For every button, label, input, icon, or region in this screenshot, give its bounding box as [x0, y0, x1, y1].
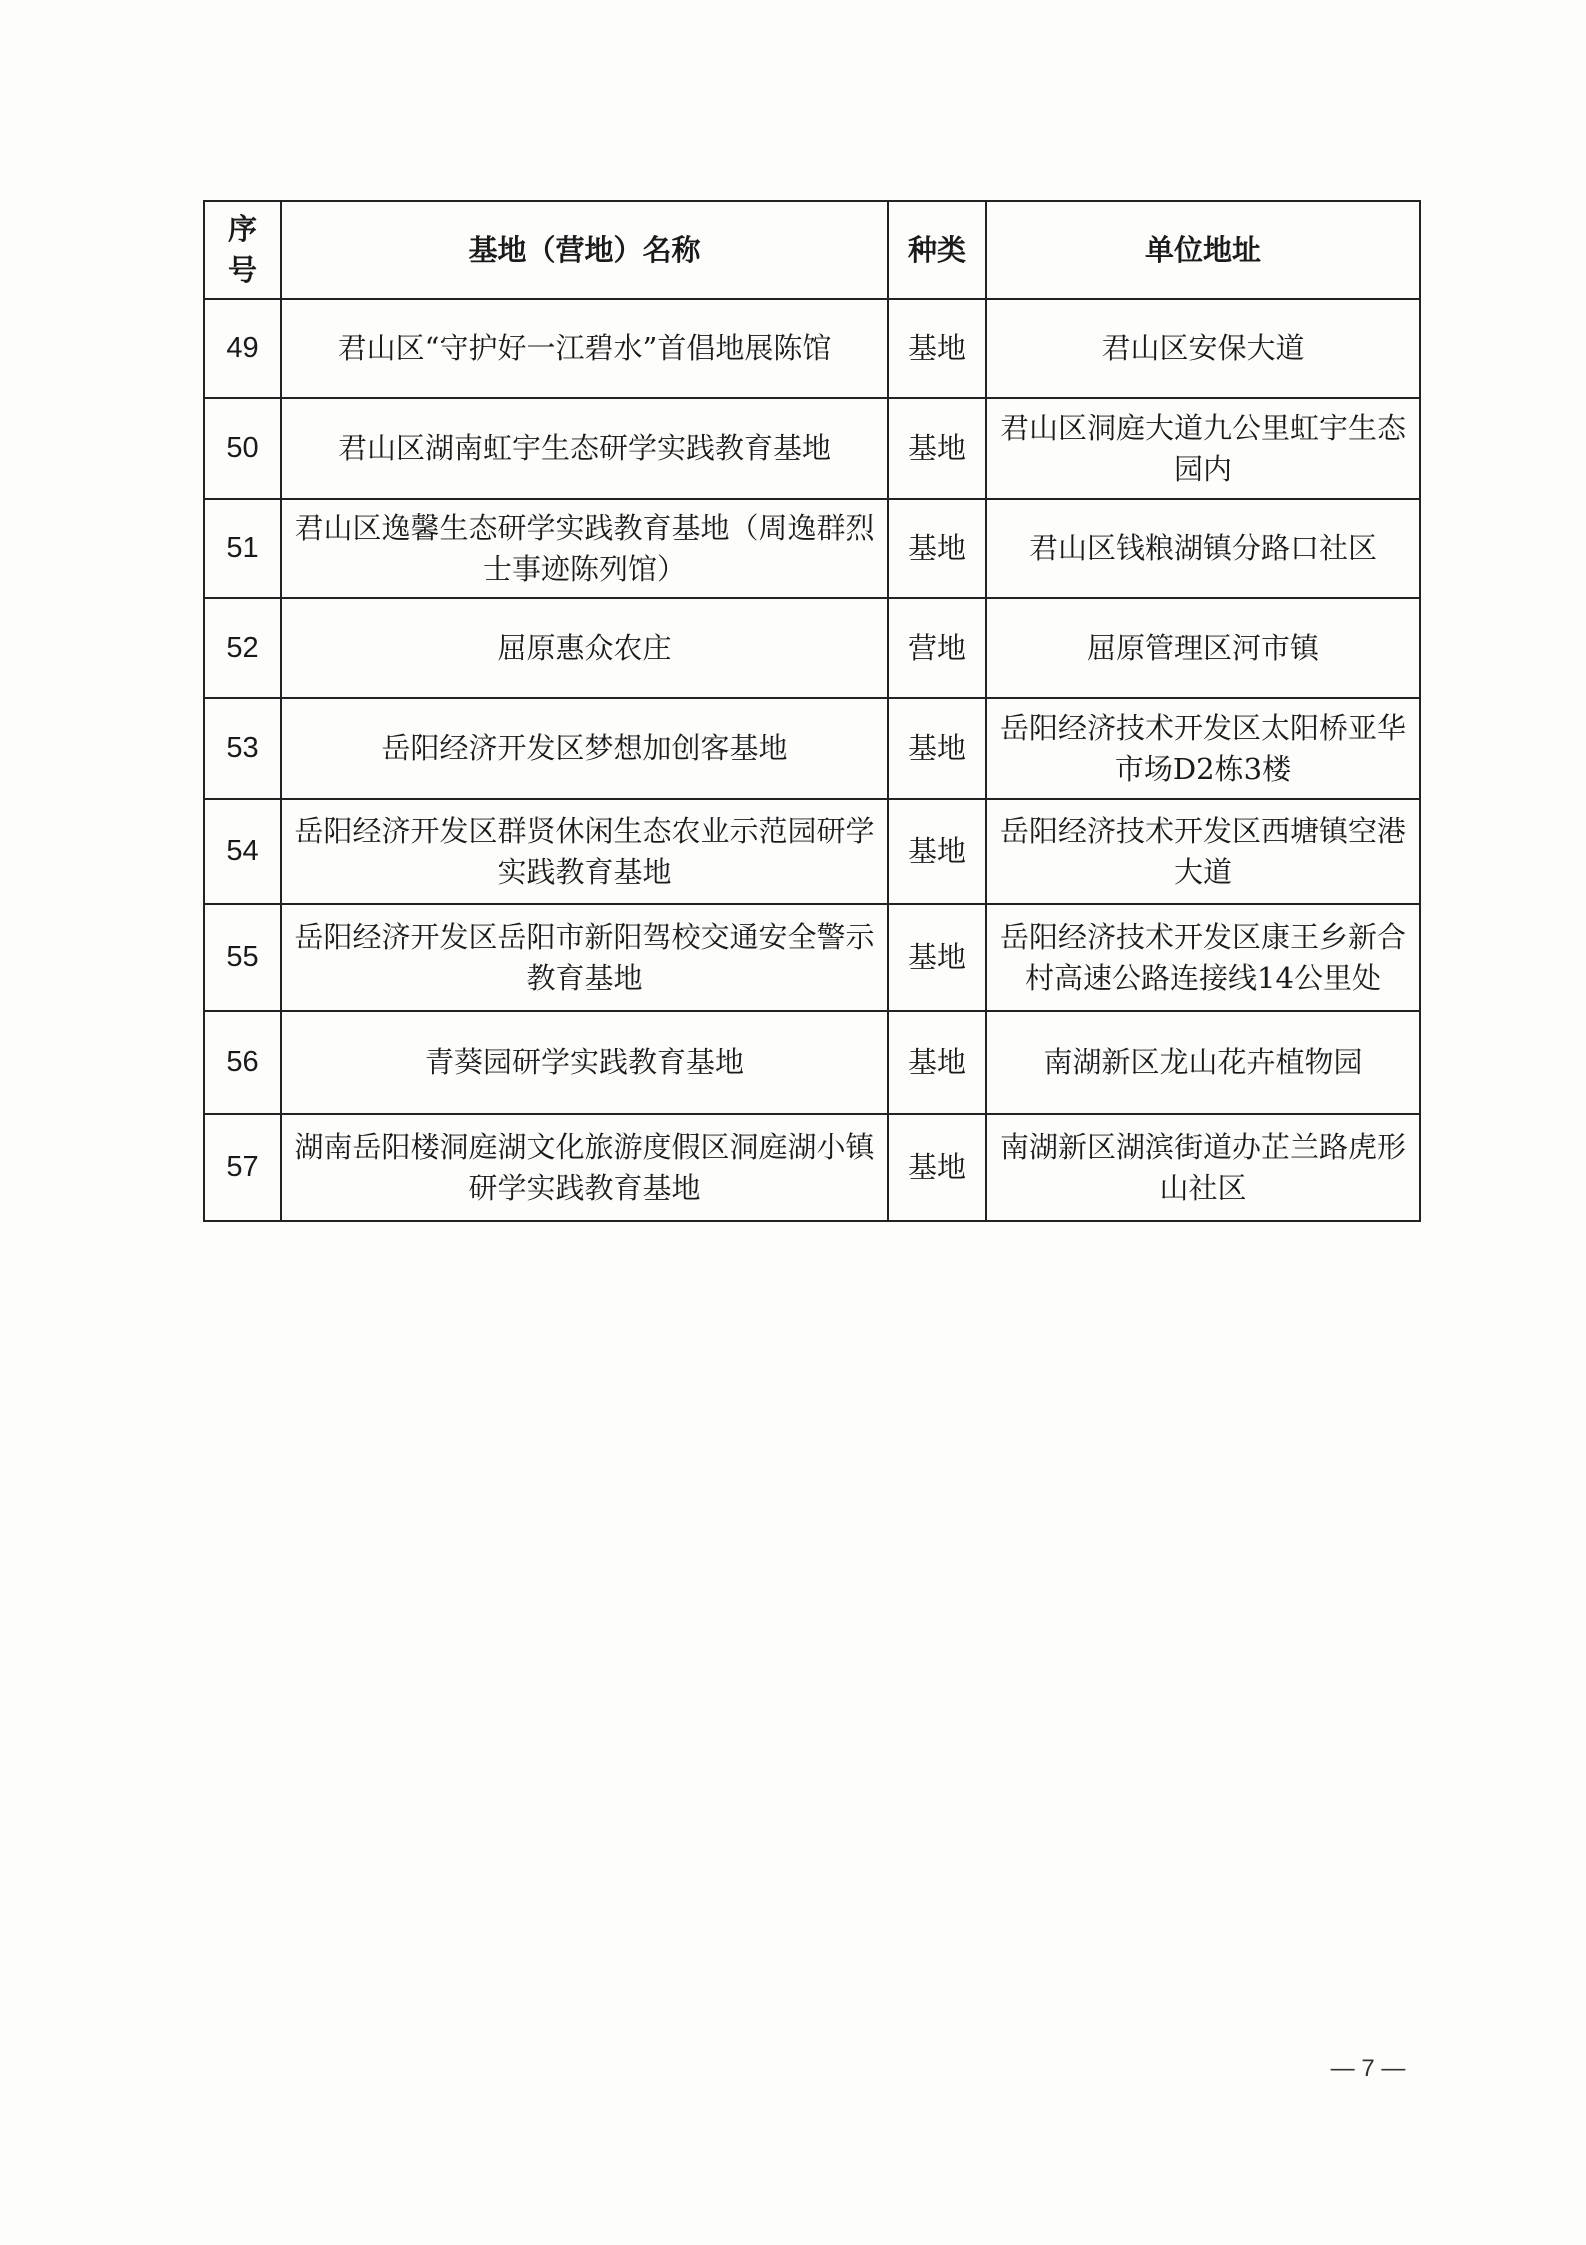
row-num: 57: [204, 1114, 281, 1221]
row-num: 53: [204, 698, 281, 799]
table-row: [204, 1011, 1420, 1114]
row-name: 岳阳经济开发区群贤休闲生态农业示范园研学实践教育基地: [281, 799, 888, 904]
header-address: 单位地址: [986, 201, 1420, 299]
table-row: [204, 799, 1420, 904]
row-num: 55: [204, 904, 281, 1011]
row-address: 南湖新区龙山花卉植物园: [986, 1011, 1420, 1114]
table-row: [204, 499, 1420, 598]
table-row: [204, 398, 1420, 499]
table-row: [204, 1114, 1420, 1221]
table-row: [204, 598, 1420, 698]
row-type: 基地: [888, 799, 986, 904]
row-type: 营地: [888, 598, 986, 698]
row-address: 屈原管理区河市镇: [986, 598, 1420, 698]
row-type: 基地: [888, 499, 986, 598]
row-type: 基地: [888, 1114, 986, 1221]
row-num: 50: [204, 398, 281, 499]
row-num: 52: [204, 598, 281, 698]
base-list-table: [203, 200, 1421, 1222]
table-row: [204, 904, 1420, 1011]
row-address: 南湖新区湖滨街道办芷兰路虎形山社区: [986, 1114, 1420, 1221]
row-type: 基地: [888, 299, 986, 398]
row-address: 岳阳经济技术开发区太阳桥亚华市场D2栋3楼: [986, 698, 1420, 799]
row-num: 54: [204, 799, 281, 904]
page-number: — 7 —: [1330, 2055, 1406, 2082]
row-name: 君山区逸馨生态研学实践教育基地（周逸群烈士事迹陈列馆）: [281, 499, 888, 598]
row-type: 基地: [888, 398, 986, 499]
table-row: [204, 299, 1420, 398]
row-address: 君山区安保大道: [986, 299, 1420, 398]
row-num: 56: [204, 1011, 281, 1114]
row-name: 湖南岳阳楼洞庭湖文化旅游度假区洞庭湖小镇研学实践教育基地: [281, 1114, 888, 1221]
row-name: 君山区“守护好一江碧水”首倡地展陈馆: [281, 299, 888, 398]
row-name: 岳阳经济开发区岳阳市新阳驾校交通安全警示教育基地: [281, 904, 888, 1011]
row-name: 青葵园研学实践教育基地: [281, 1011, 888, 1114]
row-type: 基地: [888, 1011, 986, 1114]
row-name: 岳阳经济开发区梦想加创客基地: [281, 698, 888, 799]
row-type: 基地: [888, 904, 986, 1011]
row-address: 君山区钱粮湖镇分路口社区: [986, 499, 1420, 598]
row-num: 49: [204, 299, 281, 398]
row-type: 基地: [888, 698, 986, 799]
table-header-row: [204, 201, 1420, 299]
row-name: 屈原惠众农庄: [281, 598, 888, 698]
table-row: [204, 698, 1420, 799]
row-address: 君山区洞庭大道九公里虹宇生态园内: [986, 398, 1420, 499]
row-name: 君山区湖南虹宇生态研学实践教育基地: [281, 398, 888, 499]
row-address: 岳阳经济技术开发区康王乡新合村高速公路连接线14公里处: [986, 904, 1420, 1011]
row-address: 岳阳经济技术开发区西塘镇空港大道: [986, 799, 1420, 904]
header-num: 序号: [204, 201, 281, 299]
header-name: 基地（营地）名称: [281, 201, 888, 299]
row-num: 51: [204, 499, 281, 598]
header-type: 种类: [888, 201, 986, 299]
